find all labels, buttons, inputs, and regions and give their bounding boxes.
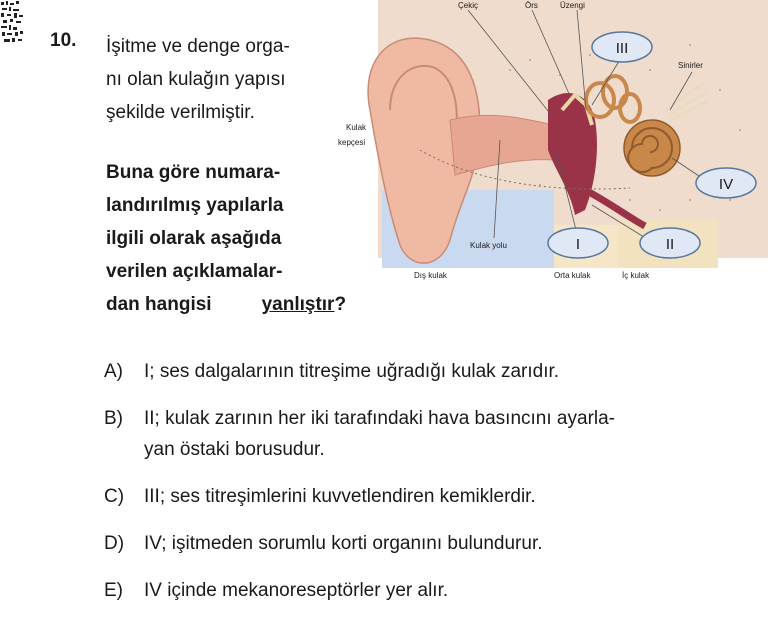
intro-line: İşitme ve denge orga- — [106, 36, 290, 57]
label-dis-kulak: Dış kulak — [414, 271, 447, 280]
prompt-question-mark: ? — [334, 294, 347, 315]
label-orta-kulak: Orta kulak — [554, 271, 591, 280]
option-key: B) — [104, 408, 123, 429]
svg-text:IV: IV — [718, 176, 734, 193]
option-text: IV; işitmeden sorumlu korti organını bulundurur. — [144, 533, 543, 554]
option-key: E) — [104, 580, 123, 601]
prompt-line: ilgili olarak aşağıda — [106, 228, 282, 249]
prompt-line-last — [106, 288, 406, 321]
marker-III — [592, 32, 652, 62]
question-number: 10. — [50, 30, 77, 51]
label-kulak-kepcesi-2: kepçesi — [338, 138, 366, 147]
prompt-last-text: dan hangisi — [106, 294, 212, 315]
option-e[interactable] — [104, 575, 744, 606]
ear-anatomy-figure — [330, 0, 768, 292]
marker-I — [548, 228, 608, 258]
svg-text:II: II — [665, 236, 675, 253]
label-cekic: Çekiç — [458, 1, 479, 10]
marker-II — [640, 228, 700, 258]
intro-line: şekilde verilmiştir. — [106, 102, 255, 123]
qr-code-icon — [0, 0, 24, 44]
option-text: yan östaki borusudur. — [144, 439, 325, 460]
option-text: I; ses dalgalarının titreşime uğradığı kulak zarıdır. — [144, 361, 560, 382]
option-b[interactable] — [104, 403, 744, 465]
option-key: C) — [104, 486, 125, 507]
option-key: A) — [104, 361, 123, 382]
question-intro — [106, 30, 346, 129]
option-a[interactable] — [104, 356, 744, 387]
cochlea — [624, 120, 680, 176]
marker-IV — [696, 168, 756, 198]
svg-text:III: III — [615, 40, 629, 57]
svg-text:I: I — [575, 236, 581, 253]
option-text: III; ses titreşimlerini kuvvetlendiren kemiklerdir. — [144, 486, 536, 507]
prompt-line: Buna göre numara- — [106, 162, 281, 183]
option-text: II; kulak zarının her iki tarafındaki hava basıncını ayarla- — [144, 408, 616, 429]
prompt-negative-word: yanlıştır — [261, 294, 335, 315]
label-ic-kulak: İç kulak — [622, 271, 650, 280]
prompt-line: verilen açıklamalar- — [106, 261, 283, 282]
option-text: IV içinde mekanoreseptörler yer alır. — [144, 580, 449, 601]
label-uzengi: Üzengi — [560, 1, 585, 10]
label-kulak-kepcesi-1: Kulak — [346, 123, 367, 132]
option-c[interactable] — [104, 481, 744, 512]
prompt-line: landırılmış yapılarla — [106, 195, 284, 216]
intro-line: nı olan kulağın yapısı — [106, 69, 286, 90]
option-key: D) — [104, 533, 125, 554]
label-kulak-yolu: Kulak yolu — [470, 241, 507, 250]
option-d[interactable] — [104, 528, 744, 559]
label-ors: Örs — [525, 1, 538, 10]
answer-options — [104, 356, 744, 622]
label-sinirler: Sinirler — [678, 61, 703, 70]
